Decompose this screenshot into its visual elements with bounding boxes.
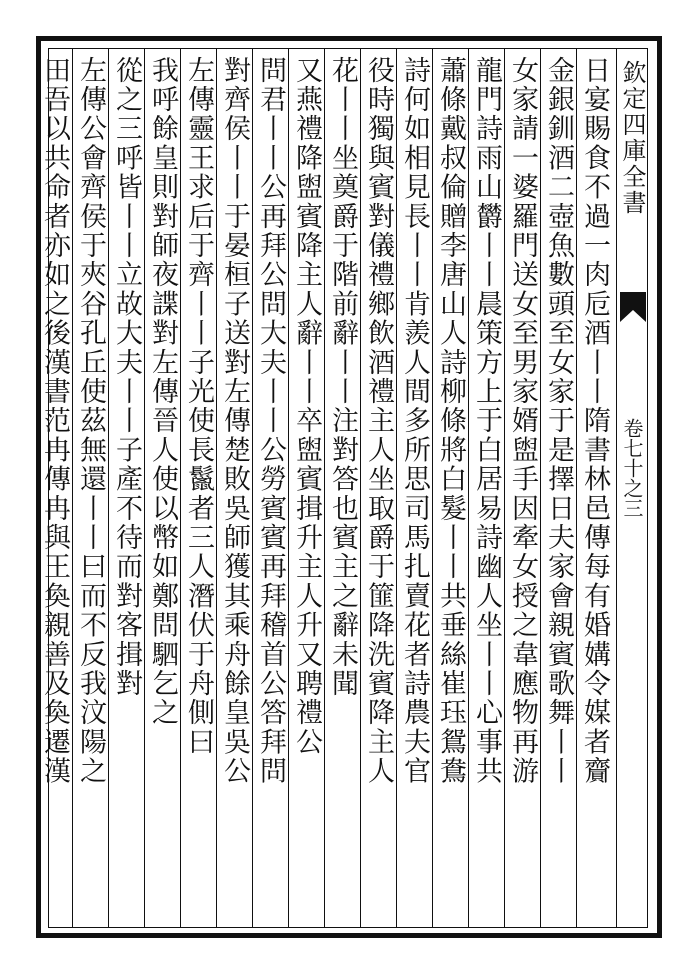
text-column: 日宴賜食不過一肉卮酒丨丨隋書林邑傳每有婚媾令媒者齎 (579, 56, 610, 786)
book-title: 欽定四庫全書 (618, 60, 646, 216)
text-column: 又燕禮降盥賓降主人辭丨丨卒盥賓揖升主人升又聘禮公 (291, 56, 322, 757)
text-column: 金銀釧酒二壺魚數頭至女家于是擇日夫家會親賓歌舞丨丨 (543, 56, 574, 786)
text-column: 詩何如相見長丨丨肯羨人間多所思司馬扎賣花者詩農夫官 (399, 56, 430, 786)
volume-label: 卷七十之三 (620, 418, 644, 518)
text-column: 田吾以共命者亦如之後漢書范冉傳冉與王奐親善及奐遷漢 (39, 56, 70, 786)
text-column: 女家請一婆羅門送女至男家婿盥手因牽女授之韋應物再游 (507, 56, 538, 786)
text-column: 左傳公會齊侯于夾谷孔丘使茲無還丨丨曰而不反我汶陽之 (75, 56, 106, 786)
text-column: 問君丨丨公再拜公問大夫丨丨公勞賓賓再拜稽首公答拜問 (255, 56, 286, 786)
text-column: 龍門詩雨山欝丨丨晨策方上于白居易詩幽人坐丨丨心事共 (471, 56, 502, 786)
text-column: 我呼餘皇則對師夜諜對左傳晉人使以幣如鄭問駟乞之 (147, 56, 178, 728)
text-column: 左傳靈王求后于齊丨丨子光使長鬣者三人潛伏于舟側曰 (183, 56, 214, 757)
text-column: 對齊侯丨丨于晏桓子送對左傳楚敗吳師獲其乘舟餘皇吳公 (219, 56, 250, 786)
text-column: 役時獨與賓對儀禮鄉飲酒禮主人坐取爵于篚降洗賓降主人 (363, 56, 394, 786)
text-column: 從之三呼皆丨丨立故大夫丨丨子產不待而對客揖對 (111, 56, 142, 699)
text-column: 花丨丨坐奠爵于階前辭丨丨注對答也賓主之辭未聞 (327, 56, 358, 699)
text-column: 蕭條戴叔倫贈李唐山人詩柳條將白髮丨丨共垂絲崔珏鴛鴦 (435, 56, 466, 786)
fishtail-mark-icon (620, 292, 646, 322)
